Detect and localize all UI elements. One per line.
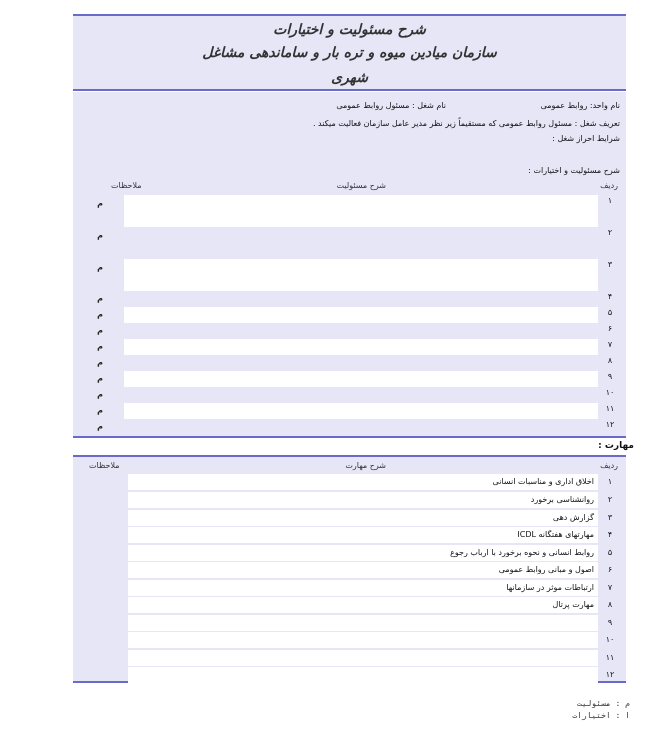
duty-row-number: ۱ <box>607 196 613 205</box>
duty-row-note: م <box>97 294 103 303</box>
duty-row-number: ۸ <box>607 356 613 365</box>
duty-row-text <box>124 259 598 291</box>
skill-row <box>73 667 626 683</box>
legend-line-authority: ا : اختیارات <box>572 711 630 720</box>
duty-row-note: م <box>97 358 103 367</box>
duty-row-text <box>124 355 598 371</box>
skill-row-number: ۹ <box>607 618 613 627</box>
duty-row <box>73 259 626 291</box>
duty-row <box>73 227 626 259</box>
duty-row <box>73 403 626 419</box>
duty-row <box>73 195 626 227</box>
duty-row-note: م <box>97 342 103 351</box>
duty-row-text <box>124 227 598 259</box>
duties-heading: شرح مسئولیت و اختیارات : <box>528 166 620 175</box>
duty-row-number: ۱۲ <box>605 420 615 429</box>
duty-row-text <box>124 403 598 419</box>
skill-row-number: ۳ <box>607 513 613 522</box>
job-info-section <box>73 92 626 438</box>
duty-row-number: ۷ <box>607 340 613 349</box>
duty-row <box>73 339 626 355</box>
duty-row-note: م <box>97 390 103 399</box>
skill-row <box>73 650 626 666</box>
skill-row-number: ۸ <box>607 600 613 609</box>
duty-row-text <box>124 291 598 307</box>
skill-row-text: روانشناسی برخورد <box>128 492 598 508</box>
skill-row-number: ۱۱ <box>605 653 615 662</box>
skill-row <box>73 615 626 631</box>
job-conditions: شرایط احراز شغل : <box>552 134 620 143</box>
duty-row-number: ۴ <box>607 292 613 301</box>
duties-col-index: ردیف <box>600 181 618 190</box>
duties-col-notes: ملاحظات <box>111 181 142 190</box>
duty-row-text <box>124 307 598 323</box>
skill-row-number: ۱۰ <box>605 635 615 644</box>
skills-section <box>73 455 626 683</box>
skill-row-number: ۷ <box>607 583 613 592</box>
duties-col-description: شرح مسئولیت <box>336 181 386 190</box>
duty-row <box>73 419 626 435</box>
skill-row-text <box>128 650 598 666</box>
legend-line-responsibility: م : مسئولیت <box>577 699 630 708</box>
skill-row-number: ۴ <box>607 530 613 539</box>
skill-row <box>73 474 626 490</box>
unit-name: نام واحد: روابط عمومی <box>540 101 620 110</box>
duty-row-number: ۲ <box>607 228 613 237</box>
duty-row-text <box>124 387 598 403</box>
skills-col-description: شرح مهارت <box>345 461 386 470</box>
duty-row-note: م <box>97 231 103 240</box>
job-name: نام شغل : مسئول روابط عمومی <box>336 101 446 110</box>
skill-row-text: گزارش دهی <box>128 510 598 526</box>
duty-row-text <box>124 419 598 435</box>
skill-row-text: مهارتهای هفتگانه ICDL <box>128 527 598 543</box>
duty-row-number: ۹ <box>607 372 613 381</box>
skill-row <box>73 597 626 613</box>
duty-row <box>73 355 626 371</box>
skills-col-notes: ملاحظات <box>89 461 120 470</box>
duty-row <box>73 307 626 323</box>
skill-row-number: ۱۲ <box>605 670 615 679</box>
duty-row-number: ۶ <box>607 324 613 333</box>
skills-heading: مهارت : <box>598 441 634 451</box>
duty-row-number: ۵ <box>607 308 613 317</box>
skill-row-number: ۶ <box>607 565 613 574</box>
job-definition: تعریف شغل : مسئول روابط عمومی که مستقیماً زیر نظر مدیر عامل سازمان فعالیت میکند . <box>312 119 620 128</box>
duty-row-note: م <box>97 326 103 335</box>
duty-row-number: ۱۰ <box>605 388 615 397</box>
skill-row <box>73 492 626 508</box>
duty-row-note: م <box>97 199 103 208</box>
skill-row-text: روابط انسانی و نحوه برخورد با ارباب رجوع <box>128 545 598 561</box>
duty-row-note: م <box>97 406 103 415</box>
duty-row-note: م <box>97 422 103 431</box>
skill-row <box>73 545 626 561</box>
title-line-3: شهری <box>331 70 368 86</box>
skill-row-text <box>128 667 598 683</box>
skill-row <box>73 527 626 543</box>
document-title-box <box>73 14 626 91</box>
skill-row-text: اصول و مبانی روابط عمومی <box>128 562 598 578</box>
skill-row <box>73 632 626 648</box>
skill-row-text: ارتباطات موثر در سازمانها <box>128 580 598 596</box>
skill-row-text <box>128 615 598 631</box>
skill-row <box>73 510 626 526</box>
skill-row <box>73 562 626 578</box>
duty-row-number: ۳ <box>607 260 613 269</box>
duty-row-text <box>124 323 598 339</box>
duty-row <box>73 387 626 403</box>
title-line-2: سازمان میادین میوه و تره بار و ساماندهی مشاغل <box>202 45 497 61</box>
duty-row-note: م <box>97 310 103 319</box>
duty-row-note: م <box>97 374 103 383</box>
title-line-1: شرح مسئولیت و اختیارات <box>273 22 426 38</box>
skill-row-text <box>128 632 598 648</box>
skill-row-text: اخلاق اداری و مناسبات انسانی <box>128 474 598 490</box>
duty-row-note: م <box>97 263 103 272</box>
skill-row <box>73 580 626 596</box>
duty-row-text <box>124 195 598 227</box>
skill-row-number: ۵ <box>607 548 613 557</box>
duty-row <box>73 323 626 339</box>
skill-row-number: ۲ <box>607 495 613 504</box>
duty-row-text <box>124 339 598 355</box>
duty-row <box>73 291 626 307</box>
duty-row-text <box>124 371 598 387</box>
duty-row-number: ۱۱ <box>605 404 615 413</box>
skill-row-text: مهارت پرتال <box>128 597 598 613</box>
skills-col-index: ردیف <box>600 461 618 470</box>
skill-row-number: ۱ <box>607 477 613 486</box>
duty-row <box>73 371 626 387</box>
